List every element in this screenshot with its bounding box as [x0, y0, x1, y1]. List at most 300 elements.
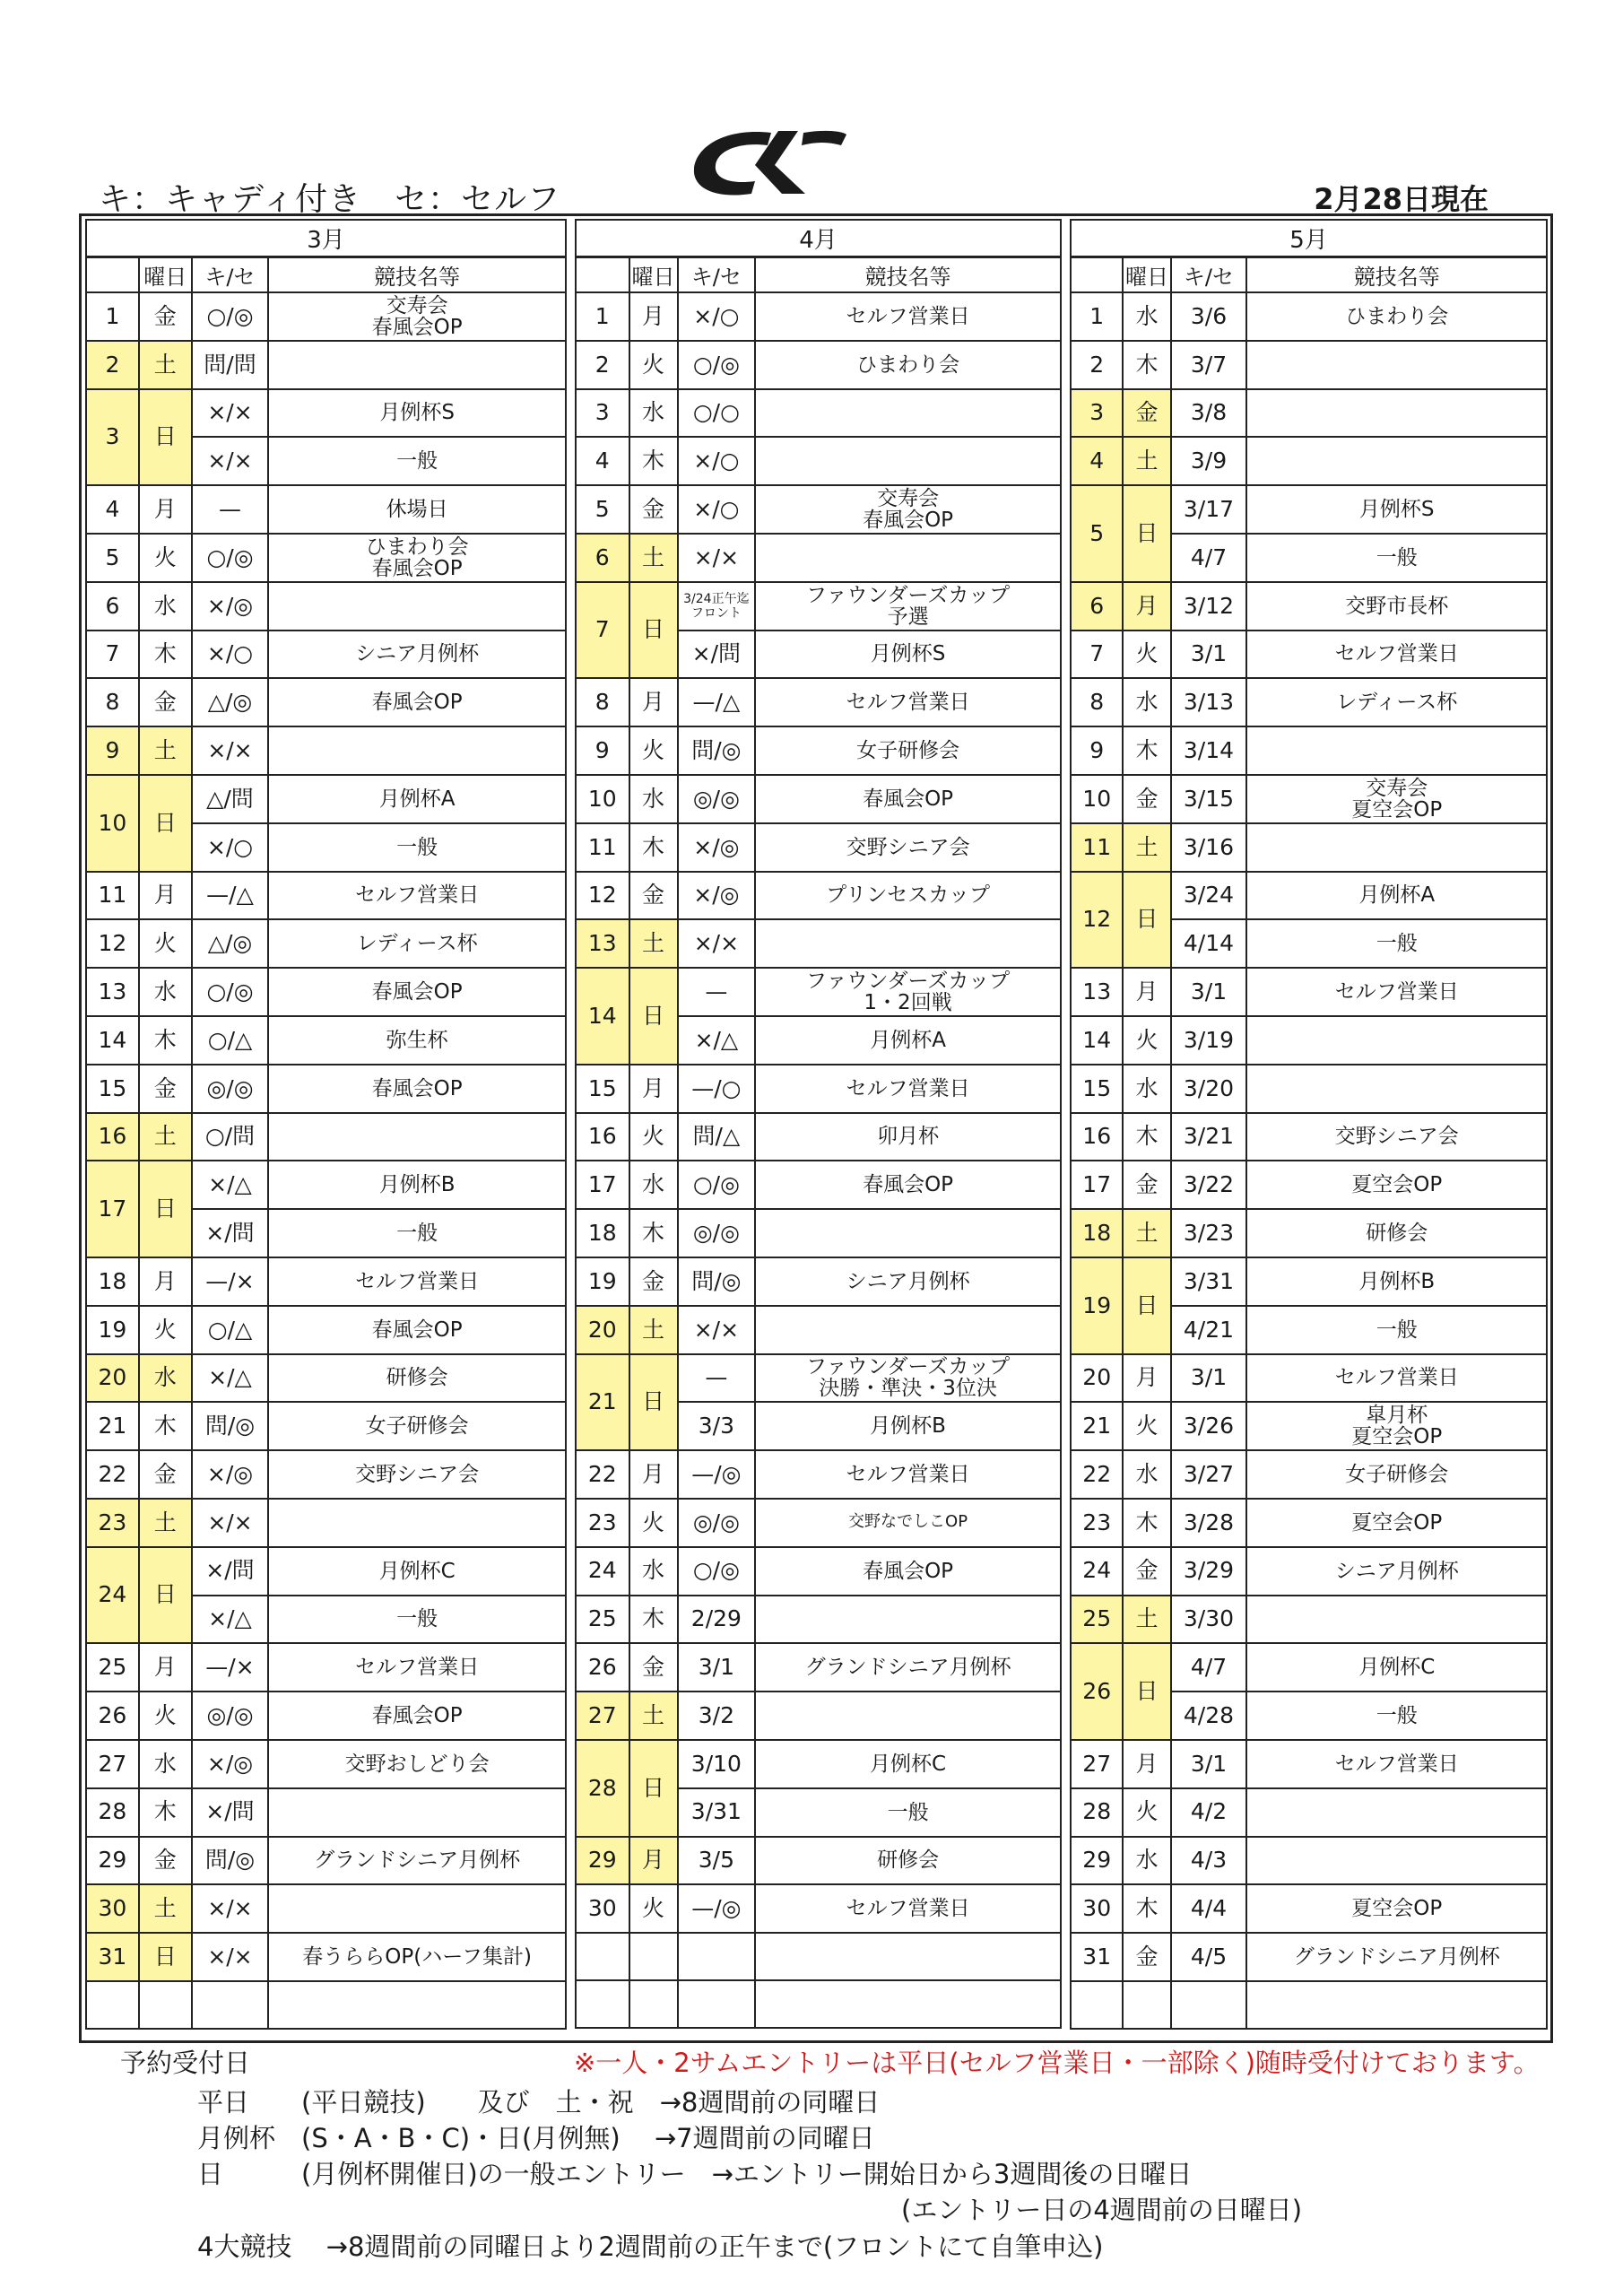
table-row: [86, 1981, 566, 2029]
empty-cell: [1246, 1981, 1547, 2029]
weekday-cell: 日: [1123, 485, 1170, 582]
day-cell: 12: [1071, 872, 1123, 969]
kise-cell: ×/△: [678, 1016, 756, 1065]
event-cell: 女子研修会: [755, 726, 1061, 775]
table-row: [1071, 1643, 1547, 1692]
kise-cell: ×/×: [678, 1306, 756, 1354]
col-kise-header: キ/セ: [678, 257, 756, 293]
table-row: [86, 872, 566, 920]
weekday-cell: 木: [629, 823, 678, 872]
kise-cell: 問/◎: [678, 1257, 756, 1306]
table-row: [86, 1161, 566, 1209]
col-kise-header: キ/セ: [1171, 257, 1247, 293]
kise-cell: —/◎: [678, 1884, 756, 1933]
weekday-cell: 水: [1123, 1450, 1170, 1499]
kise-cell: 3/30: [1171, 1596, 1247, 1644]
table-row: [86, 968, 566, 1016]
event-cell: [268, 582, 566, 631]
table-row: [1071, 1354, 1547, 1403]
event-cell: 交野シニア会: [1246, 1113, 1547, 1161]
empty-cell: [1171, 1981, 1247, 2029]
weekday-cell: 火: [1123, 1788, 1170, 1837]
weekday-cell: 土: [1123, 1596, 1170, 1644]
table-row: [86, 1354, 566, 1403]
kise-cell: 3/2: [678, 1692, 756, 1740]
event-cell: 月例杯A: [755, 1016, 1061, 1065]
table-row: [576, 775, 1061, 823]
event-cell: 休場日: [268, 485, 566, 534]
table-row: [1071, 968, 1547, 1016]
table-row: [1071, 1884, 1547, 1933]
kise-cell: 3/16: [1171, 823, 1247, 872]
table-row: [86, 1065, 566, 1113]
event-cell: セルフ営業日: [1246, 968, 1547, 1016]
event-cell: セルフ営業日: [1246, 1740, 1547, 1788]
kise-cell: 3/23: [1171, 1209, 1247, 1257]
weekday-cell: 木: [1123, 1499, 1170, 1547]
table-row: [86, 1306, 566, 1354]
table-row: [1071, 1016, 1547, 1065]
event-cell: [268, 1499, 566, 1547]
event-cell: 月例杯C: [268, 1547, 566, 1596]
table-row: [86, 341, 566, 389]
weekday-cell: 水: [629, 1161, 678, 1209]
kise-cell: 3/1: [1171, 1354, 1247, 1403]
kise-cell: 3/5: [678, 1837, 756, 1885]
weekday-cell: 火: [1123, 1402, 1170, 1450]
day-cell: 15: [86, 1065, 139, 1113]
empty-cell: [576, 1980, 629, 2028]
day-cell: 18: [86, 1257, 139, 1306]
weekday-cell: 金: [1123, 1547, 1170, 1596]
table-row: [576, 919, 1061, 968]
event-cell: プリンセスカップ: [755, 872, 1061, 920]
event-cell: セルフ営業日: [755, 1450, 1061, 1499]
empty-cell: [192, 1981, 269, 2029]
table-row: [576, 872, 1061, 920]
event-cell: [1246, 341, 1547, 389]
day-cell: 14: [576, 968, 629, 1065]
day-cell: 6: [576, 534, 629, 582]
day-cell: 3: [576, 389, 629, 438]
event-cell: 一般: [268, 437, 566, 485]
day-cell: 27: [86, 1740, 139, 1788]
day-cell: 24: [86, 1547, 139, 1644]
event-cell: 月例杯C: [755, 1740, 1061, 1788]
weekday-cell: 土: [629, 534, 678, 582]
table-row: [1071, 1113, 1547, 1161]
event-cell: ファウンダーズカップ 1・2回戦: [755, 968, 1061, 1016]
day-cell: 8: [1071, 678, 1123, 726]
kise-cell: ○/◎: [192, 292, 269, 341]
kise-cell: 2/29: [678, 1596, 756, 1644]
day-cell: 10: [1071, 775, 1123, 823]
table-row: [1071, 1981, 1547, 2029]
event-cell: 月例杯A: [268, 775, 566, 823]
day-cell: 29: [1071, 1837, 1123, 1885]
day-cell: 13: [1071, 968, 1123, 1016]
table-row: [1071, 1450, 1547, 1499]
event-cell: セルフ営業日: [755, 292, 1061, 341]
weekday-cell: 月: [139, 1643, 192, 1692]
kise-cell: 3/29: [1171, 1547, 1247, 1596]
weekday-cell: 金: [1123, 1933, 1170, 1981]
table-row: [86, 1884, 566, 1933]
event-cell: [755, 534, 1061, 582]
kise-cell: 3/3: [678, 1402, 756, 1450]
event-cell: 卯月杯: [755, 1113, 1061, 1161]
kise-cell: 問/◎: [678, 726, 756, 775]
table-row: [86, 1788, 566, 1837]
event-cell: 交野なでしこOP: [755, 1499, 1061, 1547]
day-cell: 2: [1071, 341, 1123, 389]
table-row: [86, 1257, 566, 1306]
event-cell: 月例杯A: [1246, 872, 1547, 920]
weekday-cell: 月: [629, 678, 678, 726]
weekday-cell: 土: [629, 1306, 678, 1354]
day-cell: 29: [86, 1837, 139, 1885]
kise-cell: 3/12: [1171, 582, 1247, 631]
kise-cell: 3/24: [1171, 872, 1247, 920]
day-cell: 28: [1071, 1788, 1123, 1837]
notes-line-5: 4大競技 →8週間前の同曜日より2週間前の正午まで(フロントにて自筆申込): [197, 2231, 1104, 2262]
table-row: [1071, 292, 1547, 341]
day-cell: 24: [1071, 1547, 1123, 1596]
event-cell: [268, 726, 566, 775]
weekday-cell: 日: [1123, 872, 1170, 969]
weekday-cell: 金: [139, 1065, 192, 1113]
day-cell: 19: [576, 1257, 629, 1306]
empty-cell: [139, 1981, 192, 2029]
weekday-cell: 月: [139, 1257, 192, 1306]
table-row: [1071, 775, 1547, 823]
event-cell: 夏空会OP: [1246, 1499, 1547, 1547]
day-cell: 29: [576, 1837, 629, 1885]
notes-line-1: 平日 (平日競技) 及び 土・祝 →8週間前の同曜日: [197, 2087, 881, 2118]
weekday-cell: 金: [1123, 389, 1170, 438]
weekday-cell: 水: [1123, 678, 1170, 726]
weekday-cell: 水: [629, 1547, 678, 1596]
day-cell: 16: [1071, 1113, 1123, 1161]
kise-cell: 3/31: [1171, 1257, 1247, 1306]
weekday-cell: 水: [629, 775, 678, 823]
table-row: [86, 582, 566, 631]
event-cell: 月例杯C: [1246, 1643, 1547, 1692]
day-cell: 2: [576, 341, 629, 389]
weekday-cell: 火: [1123, 1016, 1170, 1065]
event-cell: 皐月杯 夏空会OP: [1246, 1402, 1547, 1450]
col-event-header: 競技名等: [755, 257, 1061, 293]
kise-cell: 3/14: [1171, 726, 1247, 775]
table-row: [1071, 1547, 1547, 1596]
col-weekday-header: 曜日: [1123, 257, 1170, 293]
event-cell: 春風会OP: [268, 1065, 566, 1113]
weekday-cell: 火: [139, 1692, 192, 1740]
kise-cell: 4/7: [1171, 534, 1247, 582]
day-cell: 17: [576, 1161, 629, 1209]
kise-cell: 3/15: [1171, 775, 1247, 823]
day-cell: 17: [1071, 1161, 1123, 1209]
day-cell: 1: [86, 292, 139, 341]
notes-line-2: 月例杯 (S・A・B・C)・日(月例無) →7週間前の同曜日: [197, 2123, 875, 2153]
day-cell: 11: [1071, 823, 1123, 872]
weekday-cell: 日: [629, 968, 678, 1065]
event-cell: セルフ営業日: [1246, 1354, 1547, 1403]
table-row: [86, 1837, 566, 1885]
kise-cell: ×/×: [192, 1884, 269, 1933]
day-cell: 25: [1071, 1596, 1123, 1644]
col-day-header: [86, 257, 139, 293]
kise-cell: △/問: [192, 775, 269, 823]
event-cell: 一般: [1246, 919, 1547, 968]
kise-cell: ○/問: [192, 1113, 269, 1161]
kise-cell: 問/問: [192, 341, 269, 389]
day-cell: 21: [1071, 1402, 1123, 1450]
day-cell: 25: [576, 1596, 629, 1644]
kise-cell: 3/8: [1171, 389, 1247, 438]
weekday-cell: 火: [139, 534, 192, 582]
weekday-cell: 水: [1123, 1065, 1170, 1113]
table-row: [1071, 341, 1547, 389]
day-cell: 23: [86, 1499, 139, 1547]
day-cell: 20: [1071, 1354, 1123, 1403]
red-notice: ※一人・2サムエントリーは平日(セルフ営業日・一部除く)随時受付けております。: [574, 2048, 1540, 2078]
day-cell: 30: [576, 1884, 629, 1933]
day-cell: 31: [86, 1933, 139, 1981]
event-cell: 女子研修会: [268, 1402, 566, 1450]
kise-cell: ○/◎: [678, 1547, 756, 1596]
empty-cell: [755, 1980, 1061, 2028]
day-cell: 14: [1071, 1016, 1123, 1065]
table-row: [1071, 1499, 1547, 1547]
kise-cell: 4/7: [1171, 1643, 1247, 1692]
event-cell: [1246, 823, 1547, 872]
month-title: 5月: [1071, 220, 1547, 257]
weekday-cell: 木: [629, 1209, 678, 1257]
event-cell: セルフ営業日: [268, 1643, 566, 1692]
weekday-cell: 月: [629, 292, 678, 341]
day-cell: 7: [1071, 631, 1123, 679]
weekday-cell: 火: [1123, 631, 1170, 679]
weekday-cell: 土: [139, 341, 192, 389]
weekday-cell: 水: [139, 1354, 192, 1403]
day-cell: 25: [86, 1643, 139, 1692]
event-cell: 月例杯B: [755, 1402, 1061, 1450]
empty-cell: [268, 1981, 566, 2029]
weekday-cell: 木: [139, 1788, 192, 1837]
day-cell: 30: [1071, 1884, 1123, 1933]
col-day-header: [1071, 257, 1123, 293]
day-cell: 18: [1071, 1209, 1123, 1257]
kise-cell: 3/26: [1171, 1402, 1247, 1450]
kise-cell: 4/4: [1171, 1884, 1247, 1933]
event-cell: 月例杯B: [1246, 1257, 1547, 1306]
event-cell: [1246, 389, 1547, 438]
kise-cell: 3/10: [678, 1740, 756, 1788]
table-row: [1071, 1740, 1547, 1788]
event-cell: [755, 437, 1061, 485]
table-row: [576, 1643, 1061, 1692]
weekday-cell: 木: [1123, 1884, 1170, 1933]
kise-cell: ×/○: [192, 631, 269, 679]
empty-cell: [629, 1933, 678, 1980]
day-cell: 4: [86, 485, 139, 534]
weekday-cell: 水: [629, 389, 678, 438]
kise-cell: ◎/◎: [192, 1065, 269, 1113]
weekday-cell: 水: [139, 582, 192, 631]
table-row: [576, 1450, 1061, 1499]
notes-line-3: 日 (月例杯開催日)の一般エントリー →エントリー開始日から3週間後の日曜日: [197, 2159, 1193, 2189]
event-cell: [1246, 437, 1547, 485]
event-cell: 一般: [268, 823, 566, 872]
event-cell: 一般: [1246, 1306, 1547, 1354]
kise-cell: 3/9: [1171, 437, 1247, 485]
day-cell: 26: [86, 1692, 139, 1740]
day-cell: 3: [1071, 389, 1123, 438]
col-kise-header: キ/セ: [192, 257, 269, 293]
weekday-cell: 火: [139, 1306, 192, 1354]
weekday-cell: 火: [629, 726, 678, 775]
table-row: [1071, 726, 1547, 775]
empty-cell: [1071, 1981, 1123, 2029]
event-cell: [1246, 726, 1547, 775]
kise-cell: 4/21: [1171, 1306, 1247, 1354]
day-cell: 23: [1071, 1499, 1123, 1547]
table-row: [1071, 1933, 1547, 1981]
event-cell: 春風会OP: [268, 678, 566, 726]
day-cell: 13: [576, 919, 629, 968]
day-cell: 21: [86, 1402, 139, 1450]
event-cell: シニア月例杯: [1246, 1547, 1547, 1596]
kise-cell: 4/28: [1171, 1692, 1247, 1740]
day-cell: 30: [86, 1884, 139, 1933]
empty-cell: [755, 1933, 1061, 1980]
kise-cell: ×/×: [192, 1933, 269, 1981]
event-cell: 春風会OP: [268, 968, 566, 1016]
event-cell: 月例杯S: [1246, 485, 1547, 534]
event-cell: 春風会OP: [268, 1306, 566, 1354]
table-row: [576, 1113, 1061, 1161]
day-cell: 20: [576, 1306, 629, 1354]
weekday-cell: 日: [629, 1740, 678, 1837]
table-row: [1071, 389, 1547, 438]
table-row: [576, 1547, 1061, 1596]
event-cell: [755, 1692, 1061, 1740]
weekday-cell: 木: [139, 1016, 192, 1065]
kise-cell: 3/19: [1171, 1016, 1247, 1065]
weekday-cell: 土: [139, 726, 192, 775]
kise-cell: ×/◎: [678, 872, 756, 920]
day-cell: 15: [1071, 1065, 1123, 1113]
table-row: [86, 292, 566, 341]
kise-cell: ×/○: [678, 437, 756, 485]
col-event-header: 競技名等: [268, 257, 566, 293]
kise-cell: ×/◎: [192, 1450, 269, 1499]
event-cell: グランドシニア月例杯: [755, 1643, 1061, 1692]
kise-cell: ○/○: [678, 389, 756, 438]
kise-cell: 3/24正午迄 フロント: [678, 582, 756, 631]
event-cell: レディース杯: [268, 919, 566, 968]
weekday-cell: 水: [1123, 292, 1170, 341]
notes-line-4: (エントリー日の4週間前の日曜日): [901, 2195, 1303, 2225]
day-cell: 18: [576, 1209, 629, 1257]
kise-cell: 問/◎: [192, 1837, 269, 1885]
weekday-cell: 月: [139, 872, 192, 920]
weekday-cell: 日: [629, 1354, 678, 1451]
table-row: [1071, 1161, 1547, 1209]
table-row: [86, 1643, 566, 1692]
empty-cell: [678, 1980, 756, 2028]
event-cell: 月例杯S: [268, 389, 566, 438]
kise-cell: 問/◎: [192, 1402, 269, 1450]
table-row: [1071, 1596, 1547, 1644]
table-row: [576, 1980, 1061, 2028]
table-row: [86, 1499, 566, 1547]
event-cell: グランドシニア月例杯: [268, 1837, 566, 1885]
table-row: [86, 678, 566, 726]
kise-cell: ×/問: [192, 1209, 269, 1257]
as-of-date: 2月28日現在: [1314, 182, 1488, 216]
month-table-april: [575, 219, 1062, 2029]
table-row: [576, 968, 1061, 1016]
event-cell: シニア月例杯: [268, 631, 566, 679]
table-row: [576, 582, 1061, 631]
weekday-cell: 土: [139, 1884, 192, 1933]
event-cell: 交野シニア会: [755, 823, 1061, 872]
day-cell: 13: [86, 968, 139, 1016]
table-row: [576, 1499, 1061, 1547]
event-cell: [755, 1306, 1061, 1354]
table-row: [1071, 1788, 1547, 1837]
kise-cell: 3/6: [1171, 292, 1247, 341]
weekday-cell: 土: [629, 1692, 678, 1740]
event-cell: 一般: [755, 1788, 1061, 1837]
day-cell: 9: [86, 726, 139, 775]
day-cell: 8: [86, 678, 139, 726]
day-cell: 6: [86, 582, 139, 631]
event-cell: 弥生杯: [268, 1016, 566, 1065]
event-cell: 月例杯B: [268, 1161, 566, 1209]
table-row: [576, 1596, 1061, 1644]
table-row: [86, 1933, 566, 1981]
day-cell: 10: [576, 775, 629, 823]
table-row: [576, 1837, 1061, 1885]
empty-cell: [1123, 1981, 1170, 2029]
table-row: [576, 1257, 1061, 1306]
table-row: [1071, 1837, 1547, 1885]
day-cell: 9: [1071, 726, 1123, 775]
event-cell: [755, 389, 1061, 438]
kise-cell: ×/△: [192, 1161, 269, 1209]
event-cell: セルフ営業日: [755, 678, 1061, 726]
table-row: [576, 341, 1061, 389]
weekday-cell: 月: [139, 485, 192, 534]
event-cell: 研修会: [1246, 1209, 1547, 1257]
day-cell: 16: [576, 1113, 629, 1161]
event-cell: 夏空会OP: [1246, 1884, 1547, 1933]
event-cell: 月例杯S: [755, 631, 1061, 679]
weekday-cell: 月: [629, 1837, 678, 1885]
event-cell: 交寿会 春風会OP: [268, 292, 566, 341]
kise-cell: ×/×: [192, 1499, 269, 1547]
event-cell: 女子研修会: [1246, 1450, 1547, 1499]
weekday-cell: 日: [1123, 1257, 1170, 1354]
weekday-cell: 土: [139, 1113, 192, 1161]
event-cell: セルフ営業日: [755, 1884, 1061, 1933]
kise-cell: 3/22: [1171, 1161, 1247, 1209]
event-cell: 一般: [268, 1596, 566, 1644]
table-row: [576, 437, 1061, 485]
